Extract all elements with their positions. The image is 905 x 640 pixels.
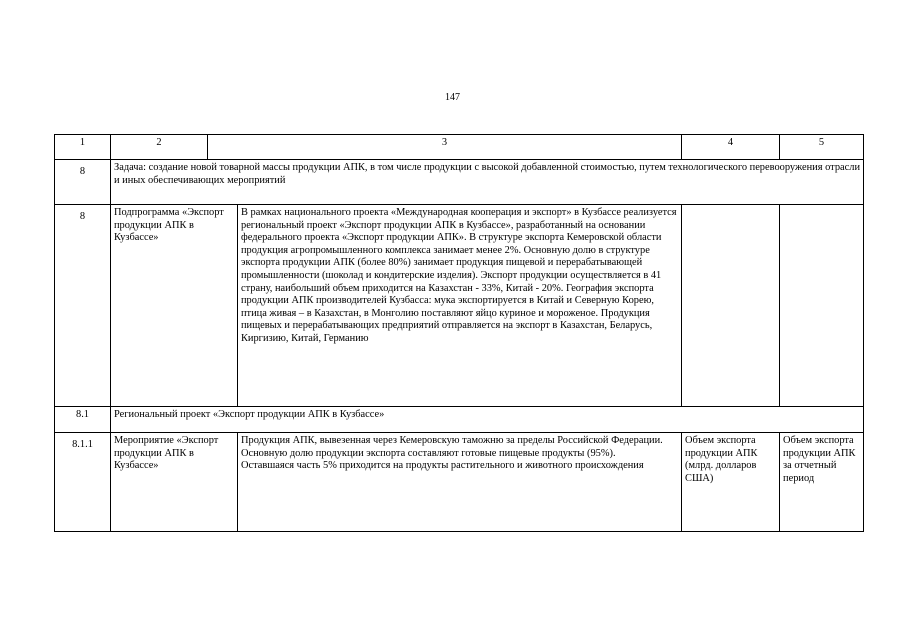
- subprogram-row: [55, 205, 864, 407]
- event-row-number: 8.1.1: [55, 433, 111, 532]
- header-col-3: 3: [208, 135, 682, 160]
- subprogram-description: В рамках национального проекта «Международная кооперация и экспорт» в Кузбассе реализуется региональный проект «Экспорт продукции АПК в Кузбассе», разработанный на основании федерального проекта «Экспорт продукции АПК». В структуре экспорта Кемеровской области продукция агропромышленного комплекса занимает менее 2%. Основную долю в структуре экспорта продукции АПК (более 80%) занимает продукция пищевой и перерабатывающей промышленности (шоколад и кондитерские изделия). Экспорт продукции осуществляется в 41 страну, наибольший объем приходится на Казахстан - 33%, Китай - 20%. География экспорта продукции АПК производителей Кузбасса: мука экспортируется в Китай и Северную Корею, птица живая – в Казахстан, в Монголию поставляют яйцо куриное и мороженое. Продукция пищевых и перерабатывающих предприятий отправляется на экспорт в Казахстан, Беларусь, Киргизию, Китай, Германию: [238, 205, 682, 407]
- event-name: Мероприятие «Экспорт продукции АПК в Кузбассе»: [111, 433, 238, 532]
- table-header-row: [55, 135, 864, 160]
- header-col-2: 2: [111, 135, 208, 160]
- event-description-line: Оставшаяся часть 5% приходится на продукты растительного и животного происхождения: [241, 460, 644, 472]
- header-col-4: 4: [682, 135, 780, 160]
- task-text: Задача: создание новой товарной массы продукции АПК, в том числе продукции с высокой добавленной стоимостью, путем технологического перевооружения отрасли и иных обеспечивающих мероприятий: [111, 160, 864, 205]
- regional-project-row: [55, 407, 864, 433]
- event-row: [55, 433, 864, 532]
- event-method: Объем экспорта продукции АПК за отчетный период: [780, 433, 864, 532]
- subprogram-col-5-empty: [780, 205, 864, 407]
- task-row-number: 8: [55, 160, 111, 205]
- subprogram-row-number: 8: [55, 205, 111, 407]
- event-description-line: Основную долю продукции экспорта составляют готовые пищевые продукты (95%).: [241, 447, 616, 459]
- event-description-line: Продукция АПК, вывезенная через Кемеровскую таможню за пределы Российской Федерации.: [241, 435, 663, 446]
- event-description: [238, 433, 682, 532]
- header-col-5: 5: [780, 135, 864, 160]
- program-table: [54, 134, 864, 532]
- regional-project-text: Региональный проект «Экспорт продукции АПК в Кузбассе»: [111, 407, 864, 433]
- subprogram-col-4-empty: [682, 205, 780, 407]
- subprogram-name: Подпрограмма «Экспорт продукции АПК в Кузбассе»: [111, 205, 238, 407]
- header-col-1: 1: [55, 135, 111, 160]
- page-number: 147: [445, 92, 460, 103]
- regional-project-number: 8.1: [55, 407, 111, 433]
- event-indicator: Объем экспорта продукции АПК (млрд. долларов США): [682, 433, 780, 532]
- task-row: [55, 160, 864, 205]
